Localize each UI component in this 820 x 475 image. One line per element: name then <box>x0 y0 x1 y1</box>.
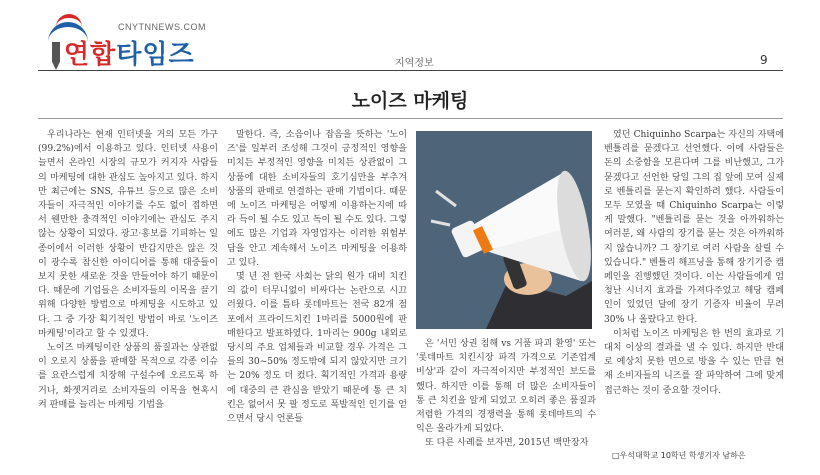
megaphone-illustration <box>416 131 592 329</box>
article-column-1 <box>38 128 218 468</box>
article-column-2 <box>227 128 407 468</box>
logo-url: CNYTNNEWS.COM <box>118 22 206 32</box>
paragraph: 였던 Chiquinho Scarpa는 자신의 자택에 벤틀리를 묻겠다고 선언했다. 이에 사람들은 돈의 소중함을 모른다며 그를 비난했고, 그가 묻겠다고 선언한 당일 그의 집 앞에 모여 실제로 벤틀리를 묻는지 확인하려 했다. 사람들이 모두 모였을 때 Chiquinho Scarpa는 이렇게 말했다. "벤틀리를 묻는 것을 아까워하는 여러분, 왜 사람의 장기를 묻는 것은 아까워하지 않습니까? 그 장기로 여러 사람을 살릴 수 있습니다." 벤틀리 해프닝을 통해 장기기증 캠페인을 진행했던 것이다. 이는 사람들에게 엄청난 시너지 효과를 가져다주었고 해당 캠페인이 있었던 달에 장기 기증자 비율이 무려 30% 나 올랐다고 한다. <box>604 130 784 325</box>
logo-name-part1: 연합 <box>64 40 117 70</box>
megaphone-photo <box>416 131 592 329</box>
article-headline: 노이즈 마케팅 <box>351 90 469 112</box>
paragraph: 노이즈 마케팅이란 상품의 품질과는 상관없이 오로지 상품을 판매할 목적으로 각종 이슈를 요란스럽게 치장해 구설수에 오르도록 하거나, 화젯거리로 소비자들의 이목을 현혹시켜 판매를 늘리는 마케팅 기법을 <box>38 343 218 410</box>
paragraph: 말한다. 즉, 소음이나 잡음을 뜻하는 '노이즈'를 일부러 조성해 그것이 긍정적인 영향을 미치든 부정적인 영향을 미치든 상관없이 그 상품에 대한 소비자들의 호기심만을 부추겨 상품의 판매로 연결하는 판매 기법이다. 때문에 노이즈 마케팅은 어떻게 이용하는지에 따라 득이 될 수도 있고 독이 될 수도 있다. 그렇에도 많은 기업과 자영업자는 이러한 위험부담을 안고 계속해서 노이즈 마케팅을 이용하고 있다. <box>227 130 407 268</box>
paragraph: 이처럼 노이즈 마케팅은 한 번의 효과로 기대치 이상의 결과를 낼 수 있다. 하지만 반대로 예상치 못한 면으로 방을 수 있는 만큼 현재 소비자들의 니즈를 잘 파악하여 그에 맞게 접근하는 것이 중요할 것이다. <box>604 328 784 396</box>
page-number: 9 <box>760 53 768 67</box>
logo-name-part2: 타임즈 <box>116 40 195 70</box>
paragraph: 또 다른 사례를 보자면, 2015년 백만장자 <box>425 438 589 449</box>
header-divider <box>38 70 783 71</box>
masthead <box>0 0 820 72</box>
newspaper-logo[interactable] <box>38 8 208 68</box>
logo-name <box>64 34 195 71</box>
headline-divider <box>38 118 783 119</box>
pen-nib-icon <box>52 42 60 70</box>
article-column-3 <box>416 337 596 468</box>
paragraph: 몇 년 전 한국 사회는 닭의 원가 대비 치킨의 값이 터무니없이 비싸다는 논란으로 시끄러웠다. 이를 틈타 롯데마트는 전국 82개 점포에서 프라이드치킨 1마리를 5000원에 판매한다고 발표하였다. 1마리는 900g 내외로 당시의 주요 업체들과 비교할 경우 가격은 그들의 30~50% 정도밖에 되지 않았지만 크기는 20% 정도 더 컸다. 획기적인 가격과 용량에 대중의 큰 관심을 받았기 때문에 통 큰 치킨은 없어서 못 팔 정도로 폭발적인 인기를 얻으면서 당시 언론들 <box>227 272 407 425</box>
article-column-4 <box>604 128 784 468</box>
paragraph: 우리나라는 현재 인터넷을 거의 모든 가구(99.2%)에서 이용하고 있다. 인터넷 사용이 늘면서 온라인 시장의 규모가 커지자 사람들의 마케팅에 대한 관심도 높아지고 있다. 하지만 최근에는 SNS, 유튜브 등으로 많은 소비자들이 자극적인 이야기를 수도 없이 접하면서 웬만한 충격적인 이야기에는 관심도 주지 않는 상황이 되었다. 광고·홍보를 기피하는 일종이에서 이러한 상황이 반갑지만은 않은 것이 광수록 참신한 아이디어를 통해 대중들이 보지 못한 새로운 것을 만들어야 하기 때문이다. 때문에 기업들은 소비자들의 이목을 끌기 위해 다양한 방법으로 마케팅을 시도하고 있다. 그 중 가장 획기적인 방법이 바로 '노이즈 마케팅'이라고 할 수 있겠다. <box>38 130 218 339</box>
section-label: 지역정보 <box>395 58 434 69</box>
byline: □우석대학교 10학년 학생기자 남하은 <box>612 451 746 460</box>
paragraph: 은 '서민 상권 침해 vs 거품 파괴 환영' 또는 '롯데마트 치킨시장 파격 가격으로 기존업계 비상'과 같이 자극적이지만 부정적인 보도를 했다. 하지만 이를 통해 더 많은 소비자들이 통 큰 치킨을 알게 되었고 오히려 좋은 품질과 저렴한 가격의 경쟁력을 통해 롯데마트의 수익은 올라가게 되었다. <box>416 339 596 435</box>
